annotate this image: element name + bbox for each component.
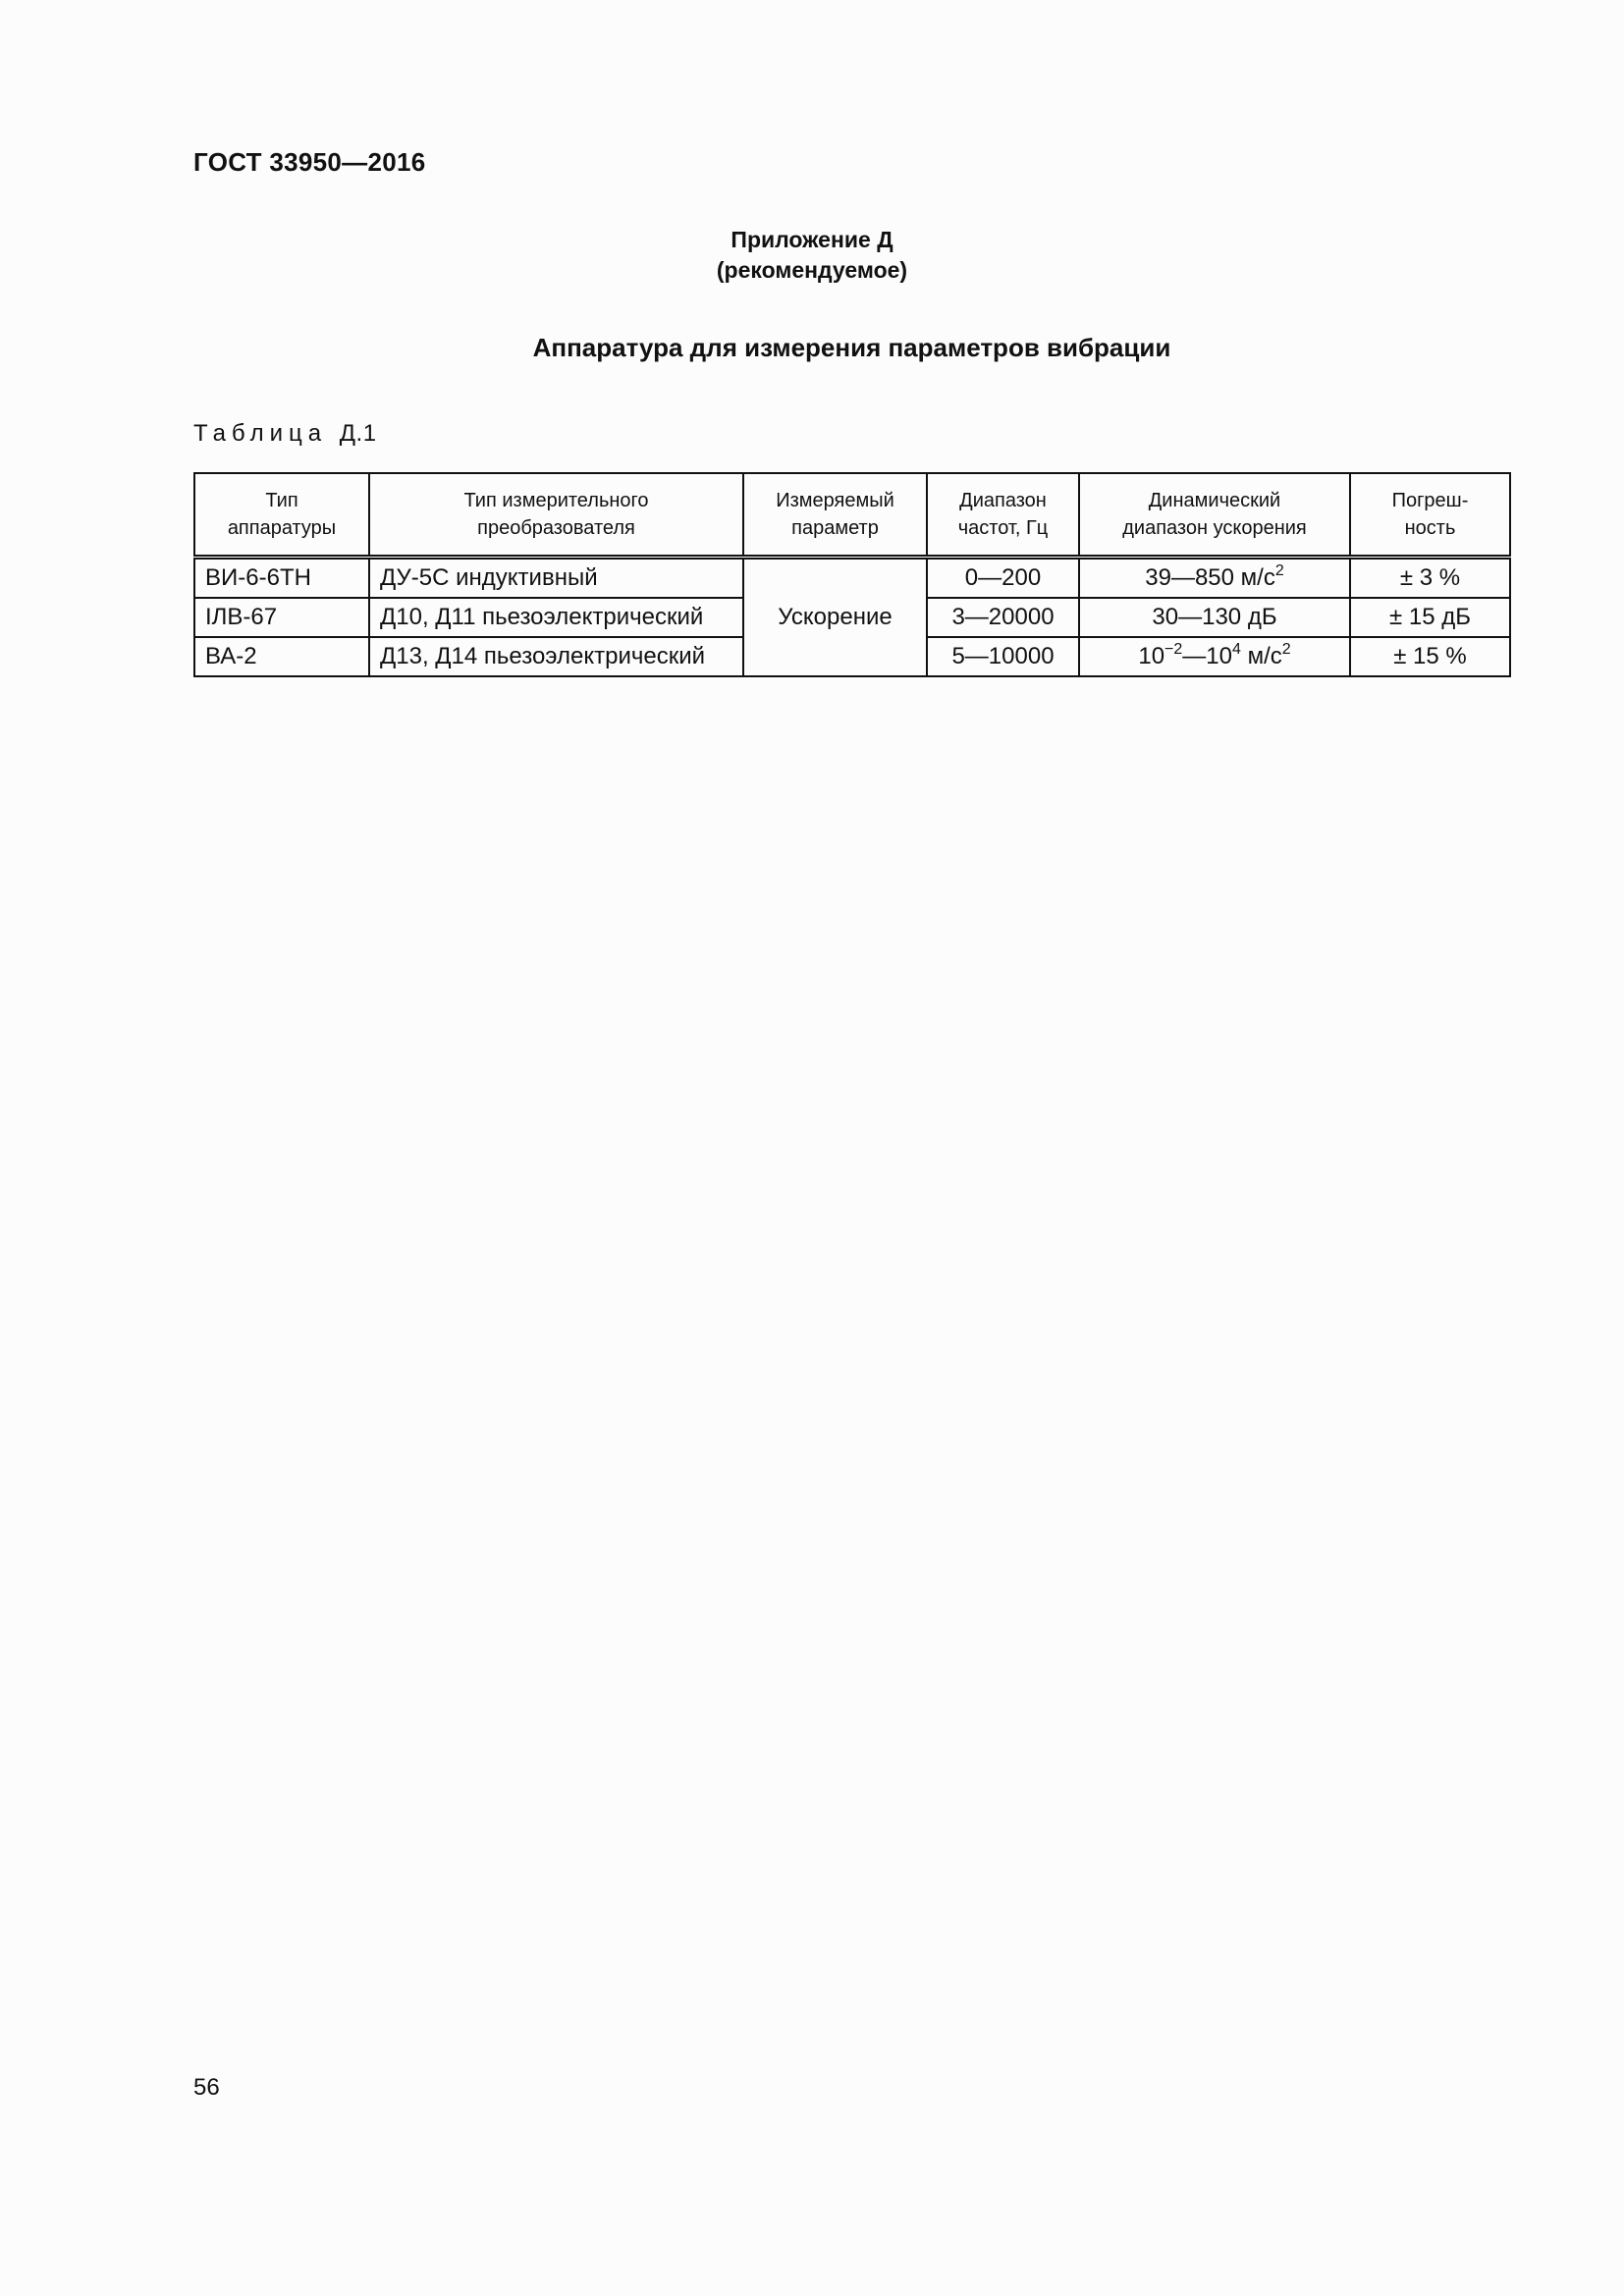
page-number: 56 [193, 2074, 220, 2101]
table-header-row [194, 473, 1510, 558]
cell-dynamic-range: 39—850 $м/с^2$ [1079, 558, 1350, 599]
cell-transducer: Д10, Д11 пьезоэлектрический [369, 598, 743, 637]
table-row [194, 558, 1510, 599]
header-dynamic-range: Динамический диапазон ускорения [1079, 473, 1350, 558]
table-caption-number: Д.1 [339, 420, 377, 447]
cell-transducer: Д13, Д14 пьезоэлектрический [369, 637, 743, 676]
table-caption [193, 420, 377, 448]
cell-frequency: 3—20000 [927, 598, 1079, 637]
header-error: Погреш- ность [1350, 473, 1510, 558]
cell-transducer: ДУ-5С индуктивный [369, 558, 743, 599]
header-transducer-type: Тип измерительного преобразователя [369, 473, 743, 558]
cell-measured-parameter: Ускорение [743, 558, 927, 677]
cell-frequency: 0—200 [927, 558, 1079, 599]
appendix-title: Приложение Д [731, 227, 893, 252]
document-code: ГОСТ 33950—2016 [193, 147, 426, 177]
cell-dynamic-range: $10^{-2}—10^4$ $м/с^2$ [1079, 637, 1350, 676]
cell-dynamic-range: 30—130 дБ [1079, 598, 1350, 637]
cell-error: ± 15 дБ [1350, 598, 1510, 637]
cell-apparatus: ІЛВ-67 [194, 598, 369, 637]
cell-apparatus: ВИ-6-6ТН [194, 558, 369, 599]
header-apparatus-type: Тип аппаратуры [194, 473, 369, 558]
appendix-status: (рекомендуемое) [716, 257, 908, 283]
cell-apparatus: ВА-2 [194, 637, 369, 676]
section-title: Аппаратура для измерения параметров вибрации [532, 333, 1171, 362]
cell-error: ± 3 % [1350, 558, 1510, 599]
cell-frequency: 5—10000 [927, 637, 1079, 676]
table-caption-label: Таблица [193, 420, 328, 447]
header-measured-parameter: Измеряемый параметр [743, 473, 927, 558]
apparatus-table [193, 472, 1511, 677]
cell-error: ± 15 % [1350, 637, 1510, 676]
header-frequency-range: Диапазон частот, Гц [927, 473, 1079, 558]
